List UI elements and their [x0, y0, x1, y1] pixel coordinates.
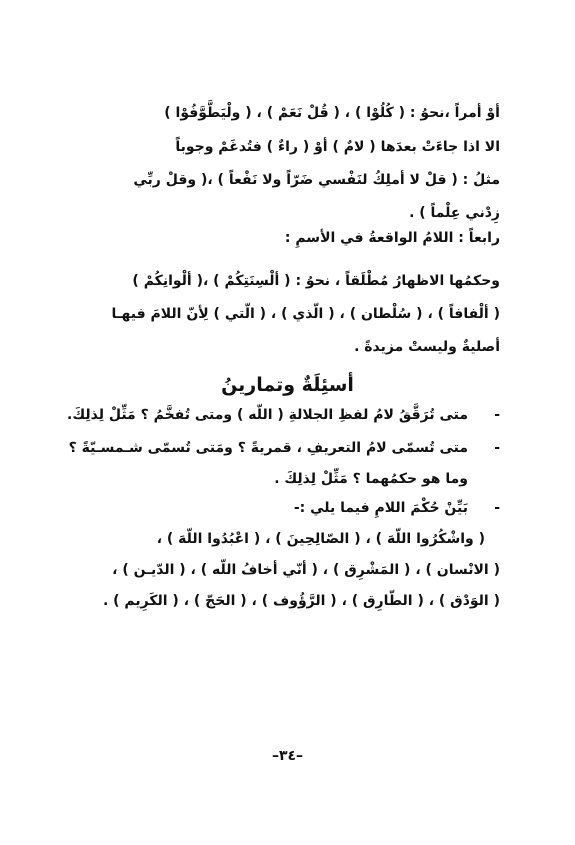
text-line: أوْ أمراً ،نحوُ : ( كُلُوْا ) ، ( قُلْ نَعَمْ ) ، ( ولْيَطَّوَّفُوْا ) — [164, 105, 500, 121]
bullet-dash: - — [494, 407, 500, 423]
bullet-dash: - — [494, 500, 500, 516]
exercise-word-list: ( الانْسان ) ، ( المَشْرِق ) ، ( أنّي أخافُ اللّه ) ، ( الدّيـن ) ، — [112, 562, 500, 578]
exercise-item — [0, 469, 500, 489]
text-line: زِدْني عِلْماً ) . — [409, 205, 500, 221]
exercise-word-list: ( الوَدْق ) ، ( الطّارِق ) ، ( الرَّؤُوف ) ، ( الحَجّ ) ، ( الكَرِيم ) . — [102, 593, 500, 609]
exercise-item — [0, 438, 500, 458]
bullet-dash: - — [494, 440, 500, 456]
section-subheading: رابعاً : اللامُ الواقعةُ في الأسمِ : — [284, 230, 500, 246]
text-line: الا اذا جاءَتْ بعدَها ( لامٌ ) أوْ ( راءٌ ) فتُدغَمْ وجوباً — [175, 139, 500, 155]
text-line: مثلُ : ( قلْ لا أملِكُ لنَفْسي ضَرّاً ولا نَفْعاً ) ،( وقلْ ربِّي — [133, 172, 500, 188]
exercise-text: متى تُسمّى لامُ التعريفِ ، قمريةً ؟ ومَتى تُسمّى شـمسـيّةً ؟ — [68, 440, 468, 456]
exercise-word-list: ( واشْكُرُوا اللّهَ ) ، ( الصّالِحِينَ ) ، ( اعْبُدُوا اللّهَ ) ، — [156, 531, 485, 547]
exercise-text: متى تُرَقَّقُ لامُ لفظِ الجلالةِ ( اللّه ) ومتى تُفخَّمُ ؟ مَثِّلْ لِذلِكَ. — [67, 407, 468, 423]
text-line: أصليةٌ وليستْ مزيدةً . — [354, 339, 500, 355]
exercises-heading: أسئِلَةٌ وتمارينُ — [221, 374, 354, 396]
text-line: وحكمُها الاظهارُ مُطْلَقاً ، نحوُ : ( ألْسِنَتِكُمْ ) ،( ألْوانِكُمْ ) — [132, 273, 500, 289]
text-line: ( ألْفافاً ) ، ( سُلْطان ) ، ( الّذي ) ، ( الّتي ) لِأنّ اللامَ فيهـا — [111, 306, 500, 322]
exercise-text: بَيِّنْ حُكْمَ اللامِ فيما يلي :- — [293, 500, 468, 516]
exercise-item — [0, 405, 500, 425]
exercise-item — [0, 498, 500, 518]
page-number: –٣٤– — [271, 748, 304, 764]
exercise-text: وما هو حكمُهما ؟ مَثِّلْ لِذلِكَ . — [274, 471, 468, 487]
